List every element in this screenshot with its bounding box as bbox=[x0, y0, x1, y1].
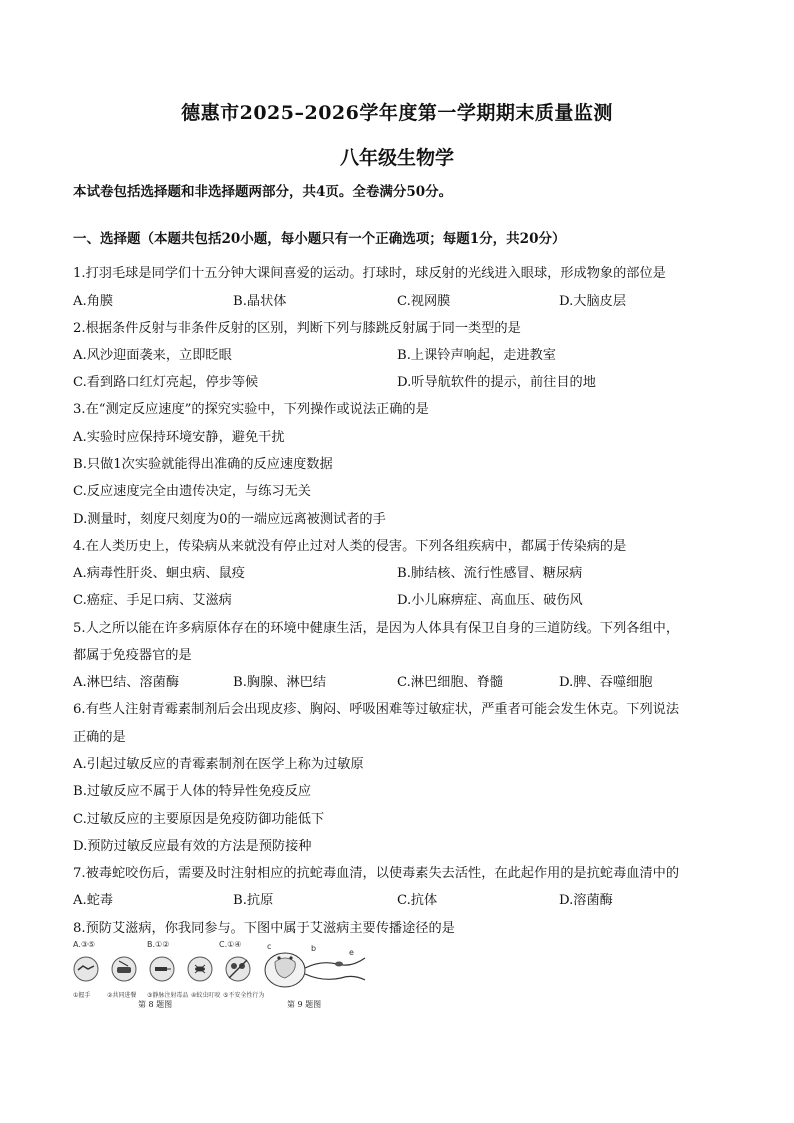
question-4-options-row2 bbox=[73, 589, 733, 609]
figure-9 bbox=[261, 940, 473, 1010]
syringe-icon bbox=[150, 957, 174, 981]
q1-option-c: C.视网膜 bbox=[397, 294, 451, 309]
q2-option-a: A.风沙迎面袭来，立即眨眼 bbox=[73, 348, 232, 363]
question-2-options-row1 bbox=[73, 344, 733, 364]
fig8-option-b: B.①② bbox=[147, 940, 170, 949]
question-1-options bbox=[73, 290, 733, 310]
q1-option-a: A.角膜 bbox=[73, 294, 114, 309]
question-4-stem: 4.在人类历史上，传染病从来就没有停止过对人类的侵害。下列各组疾病中，都属于传染病的是 bbox=[73, 539, 627, 554]
q5-option-c: C.淋巴细胞、脊髓 bbox=[397, 675, 504, 690]
fig8-item-3: ③静脉注射毒品 bbox=[147, 992, 189, 999]
page-subtitle: 八年级生物学 bbox=[339, 147, 454, 169]
question-8-stem: 8.预防艾滋病，你我同参与。下图中属于艾滋病主要传播途径的是 bbox=[73, 921, 455, 936]
q6-option-a: A.引起过敏反应的青霉素制剂在医学上称为过敏原 bbox=[73, 757, 364, 772]
fig8-caption: 第 8 题图 bbox=[138, 1000, 173, 1009]
q3-option-b: B.只做1次实验就能得出准确的反应速度数据 bbox=[73, 457, 333, 472]
question-4-options-row1 bbox=[73, 562, 733, 582]
q3-option-a: A.实验时应保持环境安静，避免干扰 bbox=[73, 430, 285, 445]
mosquito-icon bbox=[188, 957, 212, 981]
page-title: 德惠市2025–2026学年度第一学期期末质量监测 bbox=[181, 102, 613, 124]
q4-option-a: A.病毒性肝炎、蛔虫病、鼠疫 bbox=[73, 566, 245, 581]
q7-option-b: B.抗原 bbox=[233, 893, 274, 908]
q3-option-d: D.测量时，刻度尺刻度为0的一端应远离被测试者的手 bbox=[73, 512, 386, 527]
fig8-item-2: ②共同进餐 bbox=[107, 992, 137, 999]
question-7-stem: 7.被毒蛇咬伤后，需要及时注射相应的抗蛇毒血清，以使毒素失去活性，在此起作用的是抗蛇毒血清中的 bbox=[73, 866, 680, 881]
question-6-stem-line2: 正确的是 bbox=[73, 730, 126, 745]
q1-option-b: B.晶状体 bbox=[233, 294, 287, 309]
fig9-label-b: b bbox=[311, 944, 317, 953]
question-2-stem: 2.根据条件反射与非条件反射的区别，判断下列与膝跳反射属于同一类型的是 bbox=[73, 321, 521, 336]
q1-option-d: D.大脑皮层 bbox=[559, 294, 627, 309]
fig9-label-e: e bbox=[349, 948, 354, 957]
q5-option-a: A.淋巴结、溶菌酶 bbox=[73, 675, 180, 690]
fig8-option-a: A.③⑤ bbox=[73, 940, 96, 949]
q4-option-d: D.小儿麻痹症、高血压、破伤风 bbox=[397, 593, 583, 608]
q2-option-d: D.听导航软件的提示，前往目的地 bbox=[397, 375, 596, 390]
question-1-stem: 1.打羽毛球是同学们十五分钟大课间喜爱的运动。打球时，球反射的光线进入眼球，形成物象的部位是 bbox=[73, 266, 666, 281]
no-unsafe-behavior-icon bbox=[226, 957, 250, 981]
q7-option-a: A.蛇毒 bbox=[73, 893, 114, 908]
q6-option-b: B.过敏反应不属于人体的特异性免疫反应 bbox=[73, 784, 312, 799]
q6-option-d: D.预防过敏反应最有效的方法是预防接种 bbox=[73, 839, 312, 854]
q6-option-c: C.过敏反应的主要原因是免疫防御功能低下 bbox=[73, 812, 325, 827]
fig9-label-c: c bbox=[267, 942, 272, 951]
figure-8 bbox=[73, 940, 263, 1010]
q3-option-c: C.反应速度完全由遗传决定，与练习无关 bbox=[73, 484, 311, 499]
fig8-item-5: ⑤不安全性行为 bbox=[223, 992, 265, 999]
fig8-item-1: ①握手 bbox=[73, 992, 91, 999]
question-5-options bbox=[73, 671, 733, 691]
question-5-stem-line2: 都属于免疫器官的是 bbox=[73, 648, 192, 663]
question-3-stem: 3.在“测定反应速度”的探究实验中，下列操作或说法正确的是 bbox=[73, 402, 429, 417]
question-6-stem-line1: 6.有些人注射青霉素制剂后会出现皮疹、胸闷、呼吸困难等过敏症状，严重者可能会发生休克。下列说法 bbox=[73, 702, 680, 717]
fig8-icons bbox=[73, 950, 263, 988]
fig8-item-4: ④蚊虫叮咬 bbox=[191, 992, 221, 999]
exam-intro: 本试卷包括选择题和非选择题两部分，共4页。全卷满分50分。 bbox=[73, 184, 453, 200]
q2-option-c: C.看到路口红灯亮起，停步等候 bbox=[73, 375, 259, 390]
question-2-options-row2 bbox=[73, 371, 733, 391]
handshake-icon bbox=[74, 957, 98, 981]
question-5-stem-line1: 5.人之所以能在许多病原体存在的环境中健康生活，是因为人体具有保卫自身的三道防线。下列各组中， bbox=[73, 621, 680, 636]
q4-option-c: C.癌症、手足口病、艾滋病 bbox=[73, 593, 232, 608]
q2-option-b: B.上课铃声响起，走进教室 bbox=[397, 348, 556, 363]
fig8-option-c: C.①④ bbox=[219, 940, 242, 949]
q5-option-d: D.脾、吞噬细胞 bbox=[559, 675, 653, 690]
figures-area bbox=[73, 940, 473, 1010]
question-7-options bbox=[73, 889, 733, 909]
shared-meal-icon bbox=[112, 957, 136, 981]
q7-option-c: C.抗体 bbox=[397, 893, 438, 908]
q7-option-d: D.溶菌酶 bbox=[559, 893, 613, 908]
fig9-caption: 第 9 题图 bbox=[287, 1000, 322, 1009]
section-heading: 一、选择题（本题共包括20小题，每小题只有一个正确选项；每题1分，共20分） bbox=[73, 231, 566, 247]
q4-option-b: B.肺结核、流行性感冒、糖尿病 bbox=[397, 566, 583, 581]
q5-option-b: B.胸腺、淋巴结 bbox=[233, 675, 327, 690]
